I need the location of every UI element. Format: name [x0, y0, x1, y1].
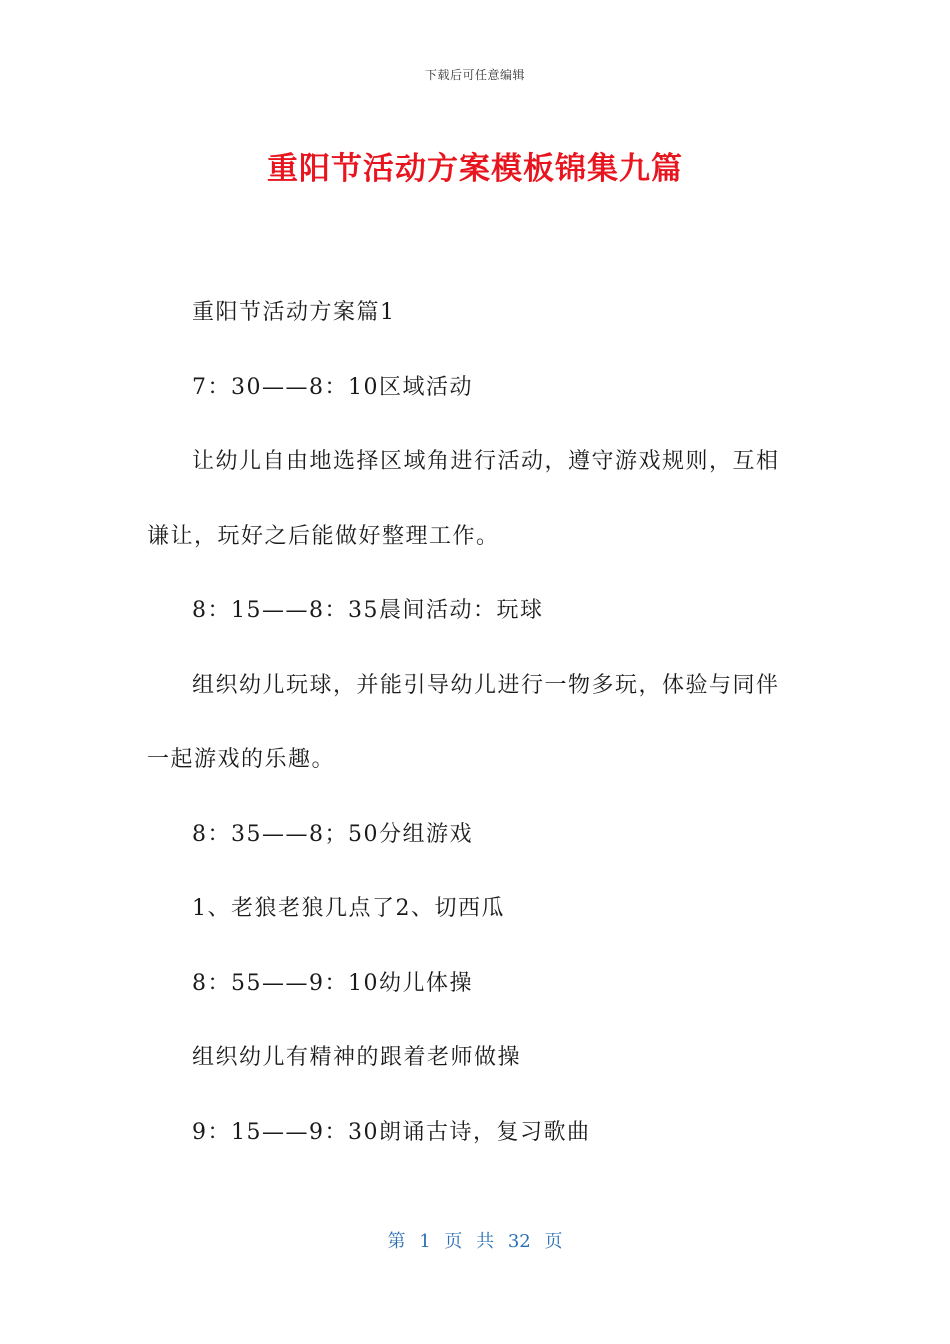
document-body: [147, 276, 797, 1170]
document-title: 重阳节活动方案模板锦集九篇: [267, 151, 683, 187]
paragraph: 7：30——8：10区域活动: [192, 374, 473, 400]
paragraph: 组织幼儿玩球，并能引导幼儿进行一物多玩，体验与同伴一起游戏的乐趣。: [147, 672, 780, 772]
header-note: 下载后可任意编辑: [424, 68, 525, 82]
paragraph: 8：15——8：35晨间活动：玩球: [192, 598, 544, 623]
paragraph: 8：55——9：10幼儿体操: [192, 970, 473, 996]
paragraph: 1、老狼老狼几点了2、切西瓜: [192, 896, 505, 921]
paragraph: 8：35——8；50分组游戏: [192, 821, 473, 847]
paragraph: 组织幼儿有精神的跟着老师做操: [192, 1045, 522, 1070]
page-number: 第 1 页 共 32 页: [387, 1231, 563, 1252]
paragraph: 9：15——9：30朗诵古诗，复习歌曲: [192, 1119, 591, 1145]
paragraph: 重阳节活动方案篇1: [192, 300, 396, 325]
paragraph: 让幼儿自由地选择区域角进行活动，遵守游戏规则，互相谦让，玩好之后能做好整理工作。: [147, 449, 780, 549]
